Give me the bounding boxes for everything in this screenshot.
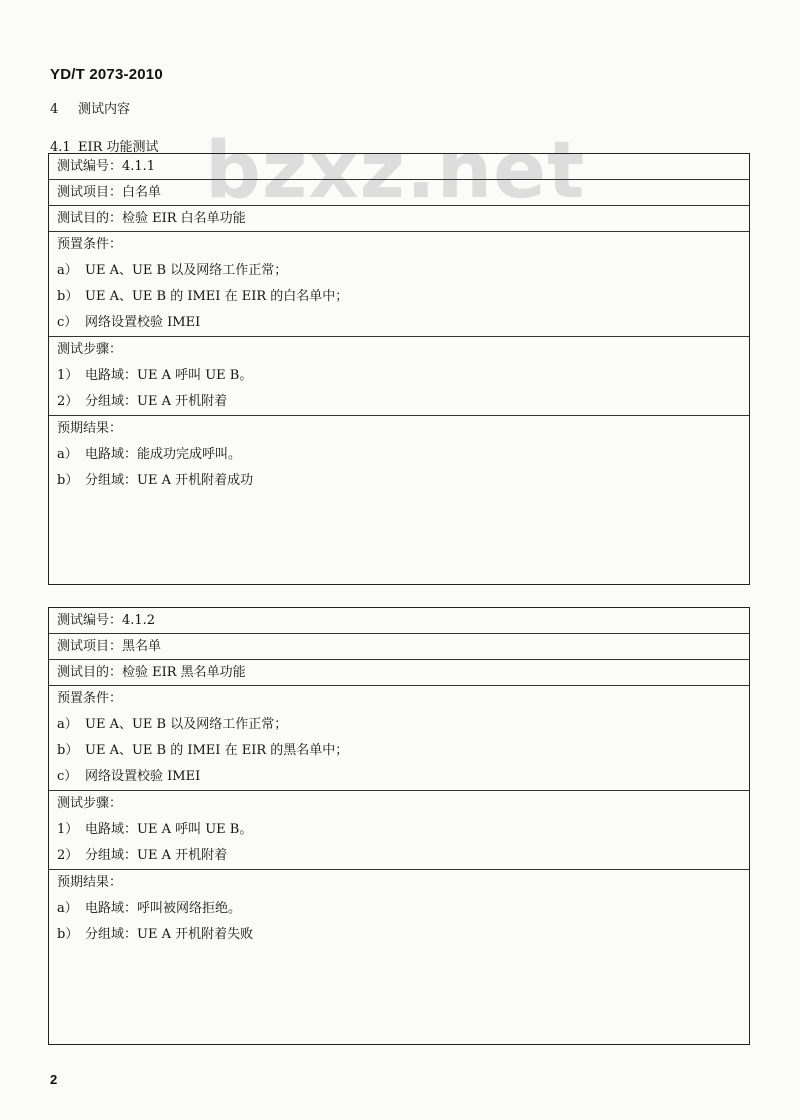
test-item-row: 测试项目：白名单 <box>49 180 749 206</box>
list-marker: 1） <box>57 368 79 383</box>
standard-code: YD/T 2073-2010 <box>50 66 163 83</box>
precondition-item <box>57 284 749 310</box>
precondition-text: UE A、UE B 以及网络工作正常； <box>85 717 288 732</box>
preconditions-title: 预置条件： <box>57 237 123 252</box>
result-text: 分组域：UE A 开机附着失败 <box>85 927 254 942</box>
step-text: 电路域：UE A 呼叫 UE B。 <box>85 822 253 837</box>
precondition-item <box>57 258 749 284</box>
precondition-text: UE A、UE B 的 IMEI 在 EIR 的黑名单中； <box>85 743 349 758</box>
result-item <box>57 922 749 948</box>
result-text: 电路域：呼叫被网络拒绝。 <box>85 901 242 916</box>
list-marker: c） <box>57 315 78 330</box>
precondition-text: 网络设置校验 IMEI <box>85 315 201 330</box>
steps-title: 测试步骤： <box>57 796 123 811</box>
list-marker: 1） <box>57 822 79 837</box>
results-title: 预期结果： <box>57 875 123 890</box>
step-item <box>57 843 749 869</box>
list-marker: b） <box>57 927 79 942</box>
results-block <box>49 416 749 494</box>
test-case-table <box>48 607 750 1045</box>
section-heading <box>50 98 130 117</box>
list-marker: a） <box>57 447 78 462</box>
test-case-table <box>48 153 750 585</box>
result-text: 分组域：UE A 开机附着成功 <box>85 473 254 488</box>
list-marker: 2） <box>57 848 79 863</box>
subsection-title: EIR 功能测试 <box>78 140 159 155</box>
preconditions-block <box>49 686 749 791</box>
precondition-text: 网络设置校验 IMEI <box>85 769 201 784</box>
result-item <box>57 896 749 922</box>
step-item <box>57 363 749 389</box>
watermark: bzxz.net <box>205 126 586 216</box>
result-item <box>57 442 749 468</box>
step-text: 分组域：UE A 开机附着 <box>85 394 228 409</box>
precondition-item <box>57 764 749 790</box>
test-id-row: 测试编号：4.1.1 <box>49 154 749 180</box>
precondition-item <box>57 712 749 738</box>
precondition-item <box>57 310 749 336</box>
precondition-item <box>57 738 749 764</box>
result-text: 电路域：能成功完成呼叫。 <box>85 447 242 462</box>
list-marker: b） <box>57 743 79 758</box>
step-item <box>57 817 749 843</box>
preconditions-block <box>49 232 749 337</box>
results-title: 预期结果： <box>57 421 123 436</box>
steps-title: 测试步骤： <box>57 342 123 357</box>
list-marker: a） <box>57 263 78 278</box>
precondition-text: UE A、UE B 以及网络工作正常； <box>85 263 288 278</box>
list-marker: c） <box>57 769 78 784</box>
test-item-row: 测试项目：黑名单 <box>49 634 749 660</box>
list-marker: 2） <box>57 394 79 409</box>
steps-block <box>49 791 749 870</box>
section-title: 测试内容 <box>78 102 131 117</box>
step-text: 电路域：UE A 呼叫 UE B。 <box>85 368 253 383</box>
test-id-row: 测试编号：4.1.2 <box>49 608 749 634</box>
section-number: 4 <box>50 102 59 117</box>
list-marker: a） <box>57 901 78 916</box>
test-purpose-row: 测试目的：检验 EIR 白名单功能 <box>49 206 749 232</box>
step-text: 分组域：UE A 开机附着 <box>85 848 228 863</box>
steps-block <box>49 337 749 416</box>
step-item <box>57 389 749 415</box>
result-item <box>57 468 749 494</box>
precondition-text: UE A、UE B 的 IMEI 在 EIR 的白名单中； <box>85 289 349 304</box>
list-marker: b） <box>57 289 79 304</box>
list-marker: a） <box>57 717 78 732</box>
page-number: 2 <box>50 1072 58 1087</box>
list-marker: b） <box>57 473 79 488</box>
test-purpose-row: 测试目的：检验 EIR 黑名单功能 <box>49 660 749 686</box>
preconditions-title: 预置条件： <box>57 691 123 706</box>
results-block <box>49 870 749 948</box>
subsection-number: 4.1 <box>50 140 71 155</box>
